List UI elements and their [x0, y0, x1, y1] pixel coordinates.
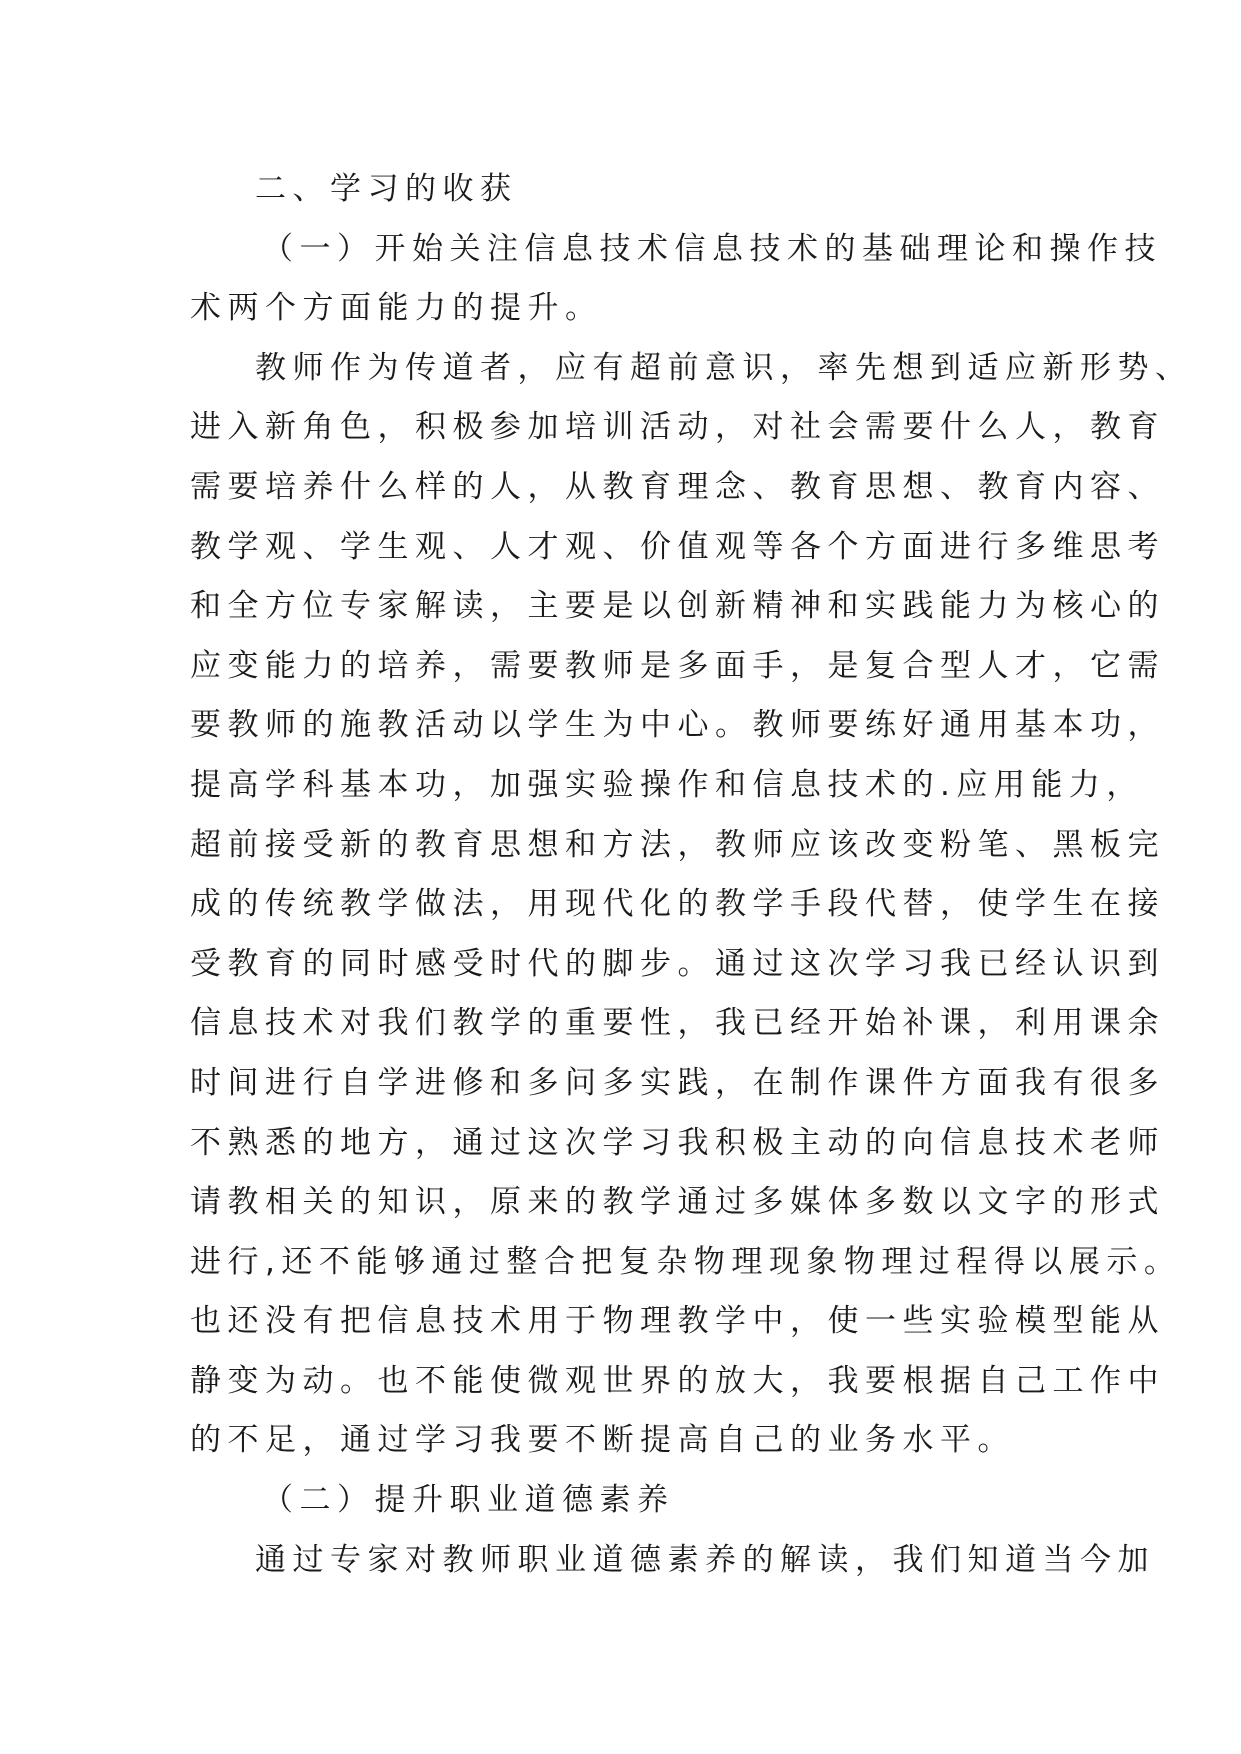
paragraph-line: 提高学科基本功，加强实验操作和信息技术的.应用能力， [190, 766, 1144, 803]
paragraph-line: 时间进行自学进修和多问多实践，在制作课件方面我有很多 [190, 1064, 1165, 1101]
paragraph-line: 请教相关的知识，原来的教学通过多媒体多数以文字的形式 [190, 1184, 1165, 1221]
paragraph-line: 进行,还不能够通过整合把复杂物理现象物理过程得以展示。 [190, 1243, 1182, 1280]
paragraph-line: 不熟悉的地方，通过这次学习我积极主动的向信息技术老师 [190, 1124, 1165, 1161]
paragraph-line: 教学观、学生观、人才观、价值观等各个方面进行多维思考 [190, 528, 1165, 565]
paragraph-line: 需要培养什么样的人，从教育理念、教育思想、教育内容、 [190, 468, 1165, 505]
paragraph-line: 静变为动。也不能使微观世界的放大，我要根据自己工作中 [190, 1362, 1165, 1399]
paragraph-line: 要教师的施教活动以学生为中心。教师要练好通用基本功， [190, 707, 1165, 744]
paragraph-line: 也还没有把信息技术用于物理教学中，使一些实验模型能从 [190, 1303, 1165, 1340]
paragraph-line: 和全方位专家解读，主要是以创新精神和实践能力为核心的 [190, 588, 1165, 625]
paragraph-line: 进入新角色，积极参加培训活动，对社会需要什么人，教育 [190, 409, 1165, 446]
paragraph-line: 超前接受新的教育思想和方法，教师应该改变粉笔、黑板完 [190, 826, 1165, 863]
paragraph-line: 受教育的同时感受时代的脚步。通过这次学习我已经认识到 [190, 945, 1165, 982]
subsection-heading-1-cont: 术两个方面能力的提升。 [190, 290, 603, 327]
paragraph-line: 应变能力的培养，需要教师是多面手，是复合型人才，它需 [190, 647, 1165, 684]
paragraph-line: 成的传统教学做法，用现代化的教学手段代替，使学生在接 [190, 886, 1165, 923]
paragraph-line: 信息技术对我们教学的重要性，我已经开始补课，利用课余 [190, 1005, 1165, 1042]
subsection-heading-2: （二）提升职业道德素养 [262, 1482, 675, 1519]
paragraph-line: 通过专家对教师职业道德素养的解读，我们知道当今加 [255, 1541, 1155, 1578]
subsection-heading-1: （一）开始关注信息技术信息技术的基础理论和操作技 [262, 230, 1162, 267]
document-body [190, 160, 1193, 1590]
section-heading: 二、学习的收获 [255, 171, 518, 207]
paragraph-line: 的不足，通过学习我要不断提高自己的业务水平。 [190, 1422, 1015, 1459]
paragraph-line: 教师作为传道者，应有超前意识，率先想到适应新形势、 [255, 349, 1193, 386]
